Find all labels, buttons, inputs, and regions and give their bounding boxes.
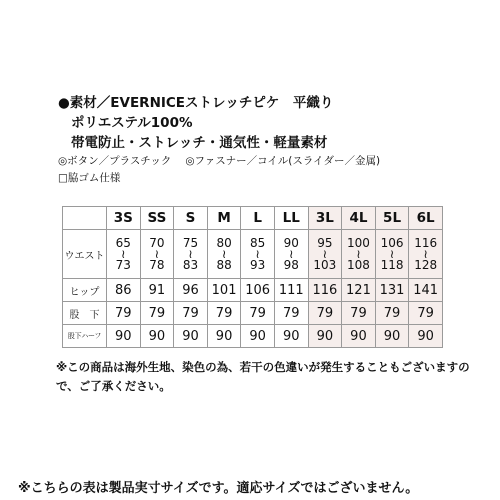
spec-block xyxy=(58,93,478,187)
table-cell: 90 xyxy=(409,325,443,348)
range-bottom: 118 xyxy=(380,257,404,272)
range-bottom: 103 xyxy=(313,257,337,272)
range-bottom: 83 xyxy=(182,257,199,272)
table-cell: 79 xyxy=(409,302,443,325)
table-cell: 79 xyxy=(342,302,376,325)
range-top: 65 xyxy=(115,235,131,250)
color-variation-note: ※この商品は海外生地、染色の為、若干の色違いが発生することもございますので、ご了承ください。 xyxy=(56,360,470,393)
range-sep: ≀ xyxy=(356,246,361,261)
range-bottom: 93 xyxy=(250,257,266,272)
range-sep: ≀ xyxy=(389,246,395,261)
table-cell: 91 xyxy=(140,279,174,302)
range-top: 80 xyxy=(216,235,232,250)
size-header-row xyxy=(63,207,443,230)
row-label: ウエスト xyxy=(63,230,107,279)
table-cell xyxy=(140,230,174,279)
table-cell xyxy=(174,230,208,279)
size-header-4l: 4L xyxy=(342,207,376,230)
table-cell xyxy=(207,230,241,279)
size-header-ll: LL xyxy=(274,207,308,230)
table-cell xyxy=(241,230,275,279)
row-label: 股下ハーフ xyxy=(63,325,107,348)
range-sep: ≀ xyxy=(289,246,294,261)
table-cell: 106 xyxy=(241,279,275,302)
table-cell xyxy=(308,230,342,279)
range-sep: ≀ xyxy=(188,246,193,261)
table-cell: 90 xyxy=(375,325,409,348)
table-cell: 111 xyxy=(274,279,308,302)
table-cell: 79 xyxy=(274,302,308,325)
table-cell: 90 xyxy=(274,325,308,348)
range-bottom: 78 xyxy=(149,257,165,272)
table-cell: 90 xyxy=(342,325,376,348)
table-cell xyxy=(107,230,141,279)
table-cell xyxy=(342,230,376,279)
range-sep: ≀ xyxy=(322,246,328,261)
size-header-l: L xyxy=(241,207,275,230)
composition-line: ポリエステル100% xyxy=(71,115,193,131)
table-cell: 90 xyxy=(308,325,342,348)
range-bottom: 108 xyxy=(347,257,370,272)
table-cell: 90 xyxy=(140,325,174,348)
table-cell: 90 xyxy=(207,325,241,348)
range-sep: ≀ xyxy=(423,246,428,261)
table-row xyxy=(63,279,443,302)
footer-note: ※こちらの表は製品実寸サイズです。適応サイズではございません。 xyxy=(18,481,419,496)
button-spec: ◎ボタン／プラスチック xyxy=(58,155,172,167)
table-cell: 131 xyxy=(375,279,409,302)
table-cell: 96 xyxy=(174,279,208,302)
range-bottom: 88 xyxy=(216,257,232,272)
range-top: 100 xyxy=(347,235,370,250)
range-top: 70 xyxy=(149,235,165,250)
range-top: 90 xyxy=(283,235,299,250)
table-cell: 79 xyxy=(174,302,208,325)
table-row xyxy=(63,302,443,325)
range-bottom: 98 xyxy=(283,257,299,272)
table-cell: 116 xyxy=(308,279,342,302)
table-cell: 79 xyxy=(308,302,342,325)
range-bottom: 128 xyxy=(414,257,438,272)
material-line: ●素材／EVERNICEストレッチピケ 平織り xyxy=(58,95,334,111)
table-cell xyxy=(274,230,308,279)
size-table xyxy=(62,206,443,348)
size-header-3l: 3L xyxy=(308,207,342,230)
range-sep: ≀ xyxy=(154,246,160,261)
range-sep: ≀ xyxy=(121,246,126,261)
table-cell xyxy=(409,230,443,279)
table-row xyxy=(63,230,443,279)
range-sep: ≀ xyxy=(255,246,260,261)
range-bottom: 73 xyxy=(115,257,131,272)
corner-cell xyxy=(63,207,107,230)
zipper-spec: ◎ファスナー／コイル(スライダー／金属) xyxy=(185,155,381,167)
parts-line xyxy=(58,153,478,170)
table-cell: 86 xyxy=(107,279,141,302)
size-header-3s: 3S xyxy=(107,207,141,230)
row-label: ヒップ xyxy=(63,279,107,302)
range-top: 106 xyxy=(380,235,404,250)
size-header-6l: 6L xyxy=(409,207,443,230)
table-cell: 90 xyxy=(107,325,141,348)
waist-rubber-spec: □脇ゴム仕様 xyxy=(58,172,121,184)
row-label: 股 下 xyxy=(63,302,107,325)
table-cell: 79 xyxy=(241,302,275,325)
table-row xyxy=(63,325,443,348)
table-cell: 79 xyxy=(107,302,141,325)
table-cell: 79 xyxy=(207,302,241,325)
range-top: 116 xyxy=(414,235,438,250)
range-sep: ≀ xyxy=(221,246,227,261)
size-header-s: S xyxy=(174,207,208,230)
features-line: 帯電防止・ストレッチ・通気性・軽量素材 xyxy=(71,135,328,151)
table-cell: 141 xyxy=(409,279,443,302)
size-header-m: M xyxy=(207,207,241,230)
table-cell: 101 xyxy=(207,279,241,302)
table-cell: 121 xyxy=(342,279,376,302)
table-cell: 79 xyxy=(140,302,174,325)
range-top: 85 xyxy=(250,235,266,250)
table-cell: 90 xyxy=(174,325,208,348)
table-cell: 79 xyxy=(375,302,409,325)
table-cell xyxy=(375,230,409,279)
table-cell: 90 xyxy=(241,325,275,348)
size-header-5l: 5L xyxy=(375,207,409,230)
range-top: 95 xyxy=(317,235,333,250)
range-top: 75 xyxy=(182,235,199,250)
size-header-ss: SS xyxy=(140,207,174,230)
